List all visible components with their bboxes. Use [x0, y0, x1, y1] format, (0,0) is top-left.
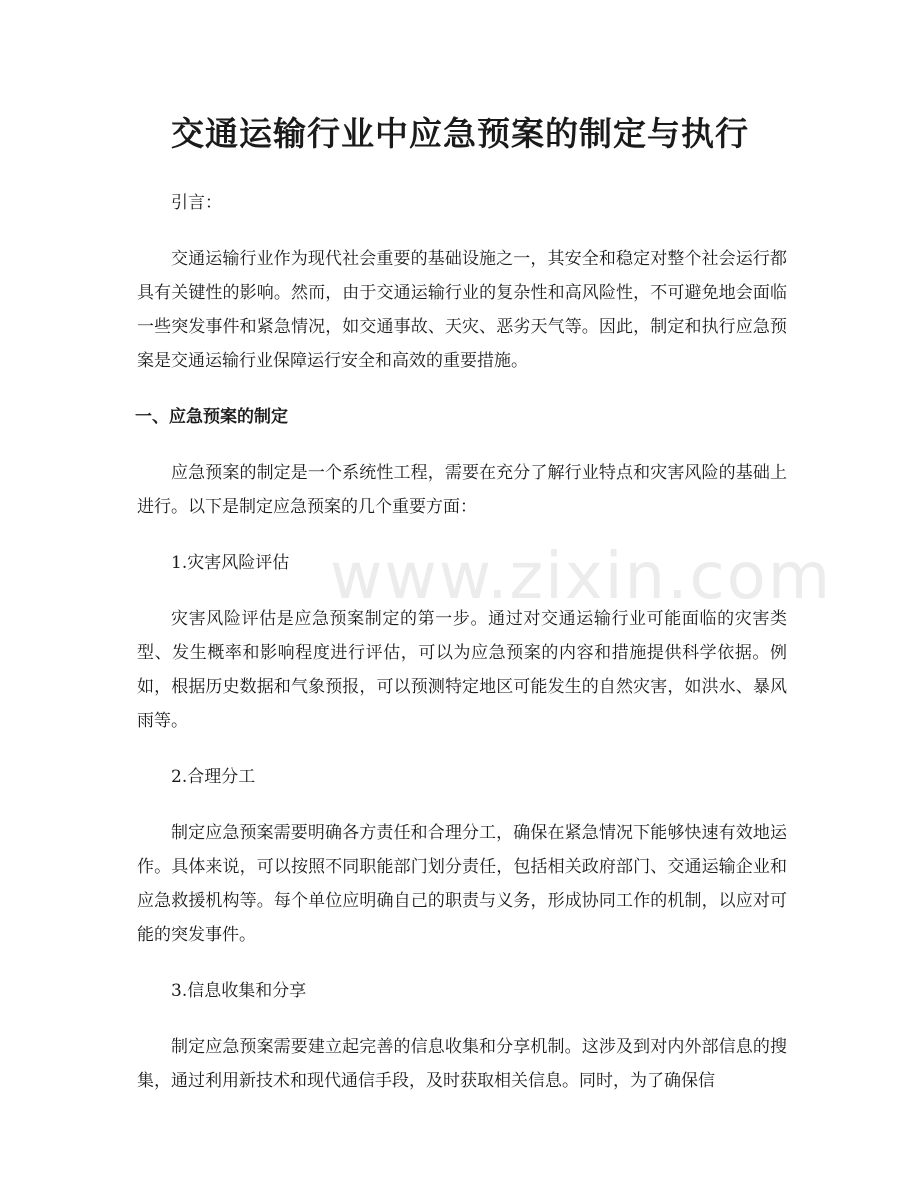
- section-1-paragraph: 应急预案的制定是一个系统性工程，需要在充分了解行业特点和灾害风险的基础上进行。以下是制定应急预案的几个重要方面：: [137, 463, 787, 517]
- subsection-2-paragraph: 制定应急预案需要明确各方责任和合理分工，确保在紧急情况下能够快速有效地运作。具体来说，可以按照不同职能部门划分责任，包括相关政府部门、交通运输企业和应急救援机构等。每个单位应明确自己的职责与义务，形成协同工作的机制，以应对可能的突发事件。: [137, 823, 787, 945]
- subsection-2-title: 2.合理分工: [171, 767, 256, 787]
- document-title: 交通运输行业中应急预案的制定与执行: [171, 114, 749, 153]
- document-body: [137, 186, 787, 1098]
- watermark: www.zixin.com: [330, 540, 833, 614]
- subsection-3-title: 3.信息收集和分享: [171, 981, 307, 1001]
- section-heading-1: 一、应急预案的制定: [135, 407, 288, 427]
- subsection-3-paragraph: 制定应急预案需要建立起完善的信息收集和分享机制。这涉及到对内外部信息的搜集，通过利用新技术和现代通信手段，及时获取相关信息。同时，为了确保信: [137, 1037, 787, 1091]
- intro-paragraph: 交通运输行业作为现代社会重要的基础设施之一，其安全和稳定对整个社会运行都具有关键性的影响。然而，由于交通运输行业的复杂性和高风险性，不可避免地会面临一些突发事件和紧急情况，如交通事故、天灾、恶劣天气等。因此，制定和执行应急预案是交通运输行业保障运行安全和高效的重要措施。: [137, 249, 787, 371]
- intro-label: 引言：: [171, 193, 222, 213]
- subsection-1-title: 1.灾害风险评估: [171, 553, 290, 573]
- subsection-1-paragraph: 灾害风险评估是应急预案制定的第一步。通过对交通运输行业可能面临的灾害类型、发生概率和影响程度进行评估，可以为应急预案的内容和措施提供科学依据。例如，根据历史数据和气象预报，可以预测特定地区可能发生的自然灾害，如洪水、暴风雨等。: [137, 609, 787, 731]
